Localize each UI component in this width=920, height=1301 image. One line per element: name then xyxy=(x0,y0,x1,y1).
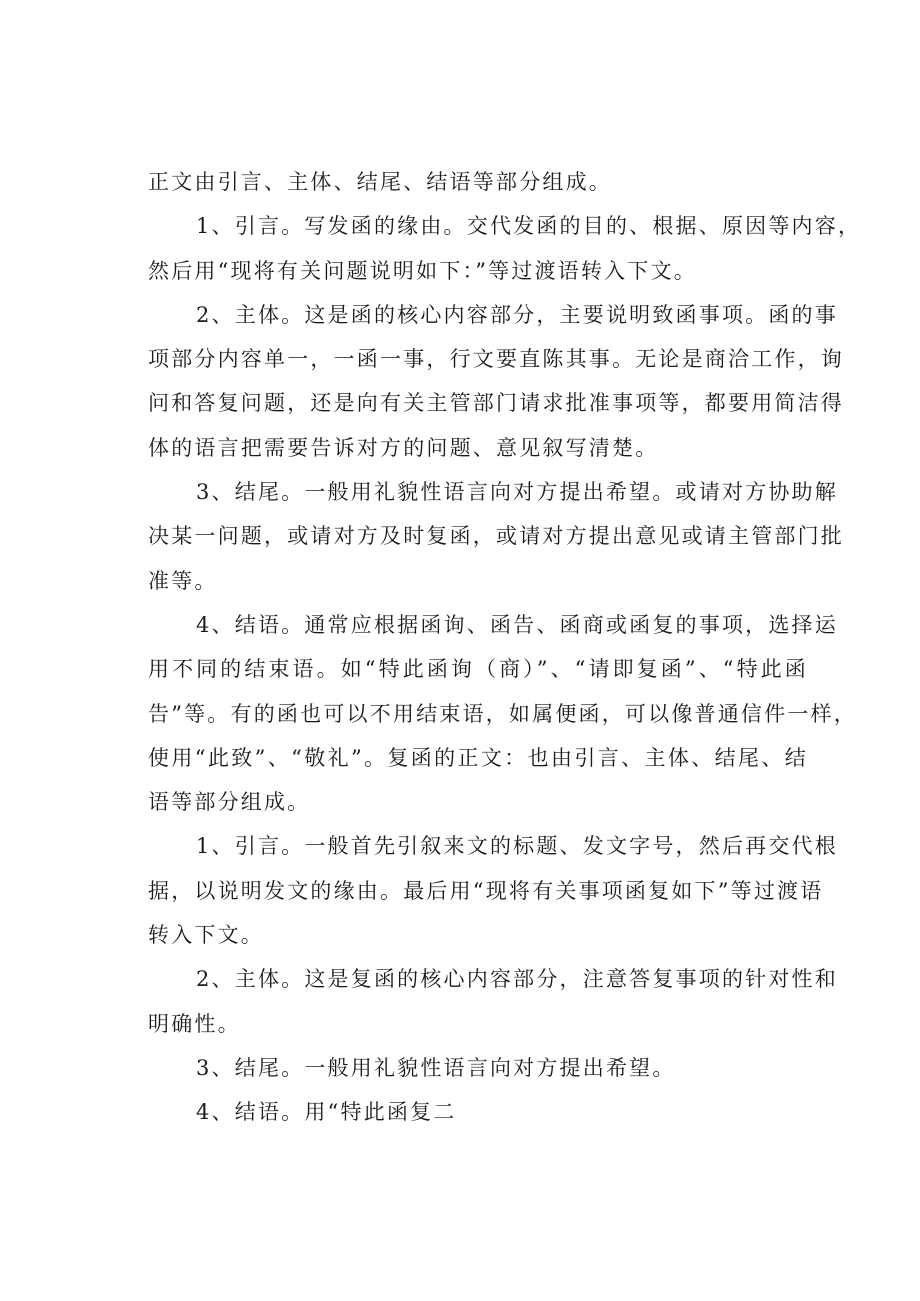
paragraph-line: 告”等。有的函也可以不用结束语，如属便函，可以像普通信件一样， xyxy=(148,701,857,726)
paragraph-line: 项部分内容单一，一函一事，行文要直陈其事。无论是商洽工作，询 xyxy=(148,347,844,372)
paragraph-line: 使用“此致”、“敬礼”。复函的正文：也由引言、主体、结尾、结 xyxy=(148,745,808,770)
paragraph-line: 3、结尾。一般用礼貌性语言向对方提出希望。或请对方协助解 xyxy=(196,480,838,505)
paragraph-line: 1、引言。写发函的缘由。交代发函的目的、根据、原因等内容， xyxy=(196,214,862,239)
paragraph-line: 据，以说明发文的缘由。最后用“现将有关事项函复如下”等过渡语 xyxy=(148,878,824,903)
paragraph-line: 2、主体。这是函的核心内容部分，主要说明致函事项。函的事 xyxy=(196,302,838,327)
paragraph-line: 2、主体。这是复函的核心内容部分，注意答复事项的针对性和 xyxy=(196,967,838,992)
paragraph-line: 决某一问题，或请对方及时复函，或请对方提出意见或请主管部门批 xyxy=(148,524,844,549)
paragraph-line: 3、结尾。一般用礼貌性语言向对方提出希望。 xyxy=(196,1055,676,1080)
paragraph-line: 转入下文。 xyxy=(148,923,264,948)
paragraph-line: 然后用“现将有关问题说明如下：”等过渡语转入下文。 xyxy=(148,258,697,283)
paragraph-line: 1、引言。一般首先引叙来文的标题、发文字号，然后再交代根 xyxy=(196,834,838,859)
paragraph-line: 4、结语。用“特此函复二 xyxy=(196,1100,457,1125)
paragraph-line: 语等部分组成。 xyxy=(148,790,311,815)
paragraph-line: 4、结语。通常应根据函询、函告、函商或函复的事项，选择运 xyxy=(196,612,838,637)
paragraph-line: 准等。 xyxy=(148,568,218,593)
document-body xyxy=(148,160,862,1135)
paragraph-line: 用不同的结束语。如“特此函询（商）”、“请即复函”、“特此函 xyxy=(148,657,808,682)
paragraph-line: 明确性。 xyxy=(148,1011,241,1036)
paragraph-line: 体的语言把需要告诉对方的问题、意见叙写清楚。 xyxy=(148,435,659,460)
paragraph-line: 问和答复问题，还是向有关主管部门请求批准事项等，都要用简洁得 xyxy=(148,391,844,416)
paragraph-line: 正文由引言、主体、结尾、结语等部分组成。 xyxy=(148,170,612,194)
